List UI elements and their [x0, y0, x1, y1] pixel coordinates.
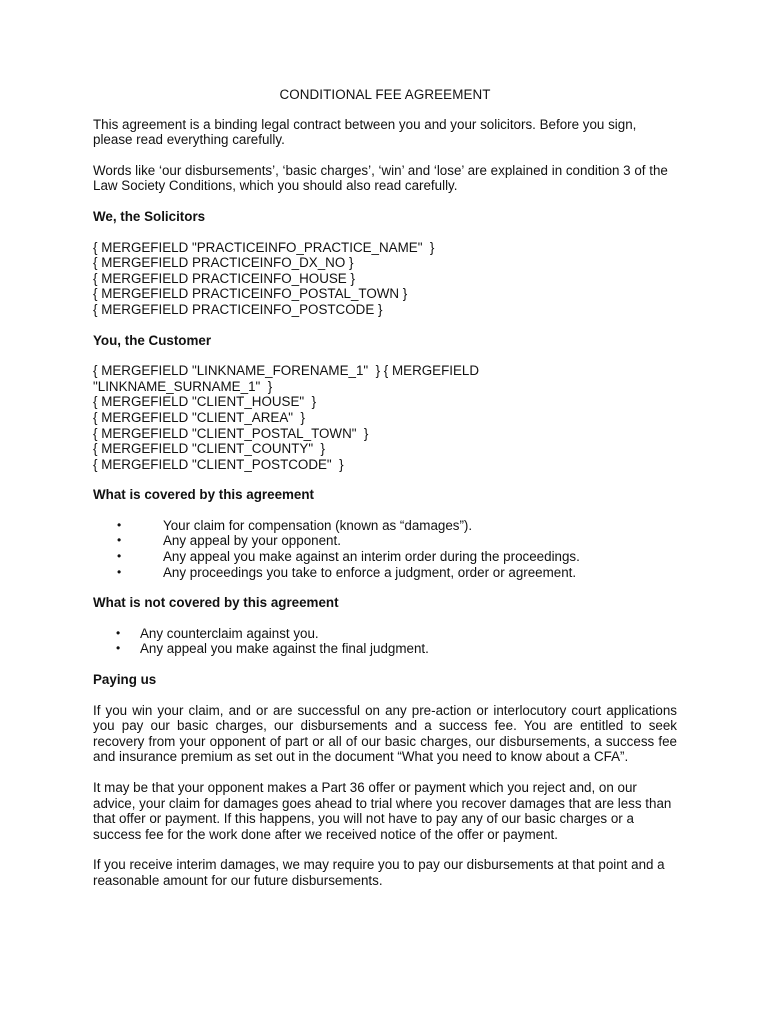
paying-paragraph-1: If you win your claim, and or are successful on any pre-action or interlocutory court applications you pay our basic charges, our disbursements and a success fee. You are entitled to seek recovery from your opponent of part or all of our basic charges, our disbursements, a success fee and insurance premium as set out in the document “What you need to know about a CFA”. — [93, 702, 677, 765]
list-item — [93, 641, 677, 657]
list-item — [93, 549, 677, 565]
document-page — [93, 87, 677, 904]
list-item-text: Any appeal you make against the final judgment. — [140, 641, 429, 657]
customer-field-county: { MERGEFIELD "CLIENT_COUNTY" } — [93, 441, 325, 457]
customer-merge-fields — [93, 363, 677, 472]
solicitors-heading: We, the Solicitors — [93, 208, 206, 224]
list-item-text: Any counterclaim against you. — [140, 625, 319, 641]
solicitor-merge-fields — [93, 240, 677, 318]
customer-field-name-line-1: { MERGEFIELD "LINKNAME_FORENAME_1" } { MERGEFIELD — [93, 363, 480, 379]
paying-paragraph-2: It may be that your opponent makes a Part 36 offer or payment which you reject and, on our advice, your claim for damages goes ahead to trial where you recover damages that are less than that offer or payment. If this happens, you will not have to pay any of our basic charges or a success fee for the work done after we received notice of the offer or payment. — [93, 780, 672, 842]
customer-field-postal-town: { MERGEFIELD "CLIENT_POSTAL_TOWN" } — [93, 425, 369, 441]
list-item — [93, 626, 677, 642]
customer-heading: You, the Customer — [93, 332, 212, 348]
not-covered-heading: What is not covered by this agreement — [93, 595, 339, 611]
paying-heading: Paying us — [93, 672, 157, 688]
customer-field-name-line-2: "LINKNAME_SURNAME_1" } — [93, 378, 273, 394]
covered-list — [93, 518, 677, 580]
not-covered-list — [93, 626, 677, 657]
intro-paragraph-1: This agreement is a binding legal contract between you and your solicitors. Before you sign, please read everything carefully. — [93, 116, 637, 148]
solicitor-field-house: { MERGEFIELD PRACTICEINFO_HOUSE } — [93, 270, 355, 286]
list-item-text: Any appeal by your opponent. — [163, 533, 341, 549]
bullet-icon: • — [117, 564, 122, 579]
document-title: CONDITIONAL FEE AGREEMENT — [279, 87, 491, 102]
covered-heading: What is covered by this agreement — [93, 487, 315, 503]
list-item — [93, 533, 677, 549]
intro-paragraph-2: Words like ‘our disbursements’, ‘basic charges’, ‘win’ and ‘lose’ are explained in condition 3 of the Law Society Conditions, which you should also read carefully. — [93, 162, 668, 194]
bullet-icon: • — [116, 641, 121, 656]
customer-field-postcode: { MERGEFIELD "CLIENT_POSTCODE" } — [93, 456, 344, 472]
solicitor-field-practice-name: { MERGEFIELD "PRACTICEINFO_PRACTICE_NAME" } — [93, 239, 435, 255]
solicitor-field-dx-no: { MERGEFIELD PRACTICEINFO_DX_NO } — [93, 255, 354, 271]
solicitor-field-postal-town: { MERGEFIELD PRACTICEINFO_POSTAL_TOWN } — [93, 286, 408, 302]
paying-paragraph-3: If you receive interim damages, we may require you to pay our disbursements at that point and a reasonable amount for our future disbursements. — [93, 857, 665, 888]
list-item-text: Your claim for compensation (known as “damages”). — [163, 517, 473, 533]
list-item — [93, 518, 677, 534]
list-item-text: Any proceedings you take to enforce a judgment, order or agreement. — [163, 564, 577, 580]
bullet-icon: • — [116, 625, 121, 640]
bullet-icon: • — [117, 533, 122, 548]
solicitor-field-postcode: { MERGEFIELD PRACTICEINFO_POSTCODE } — [93, 301, 383, 317]
list-item-text: Any appeal you make against an interim order during the proceedings. — [163, 549, 580, 565]
list-item — [93, 565, 677, 581]
customer-field-area: { MERGEFIELD "CLIENT_AREA" } — [93, 409, 305, 425]
customer-field-house: { MERGEFIELD "CLIENT_HOUSE" } — [93, 394, 317, 410]
bullet-icon: • — [117, 549, 122, 564]
bullet-icon: • — [117, 517, 122, 532]
